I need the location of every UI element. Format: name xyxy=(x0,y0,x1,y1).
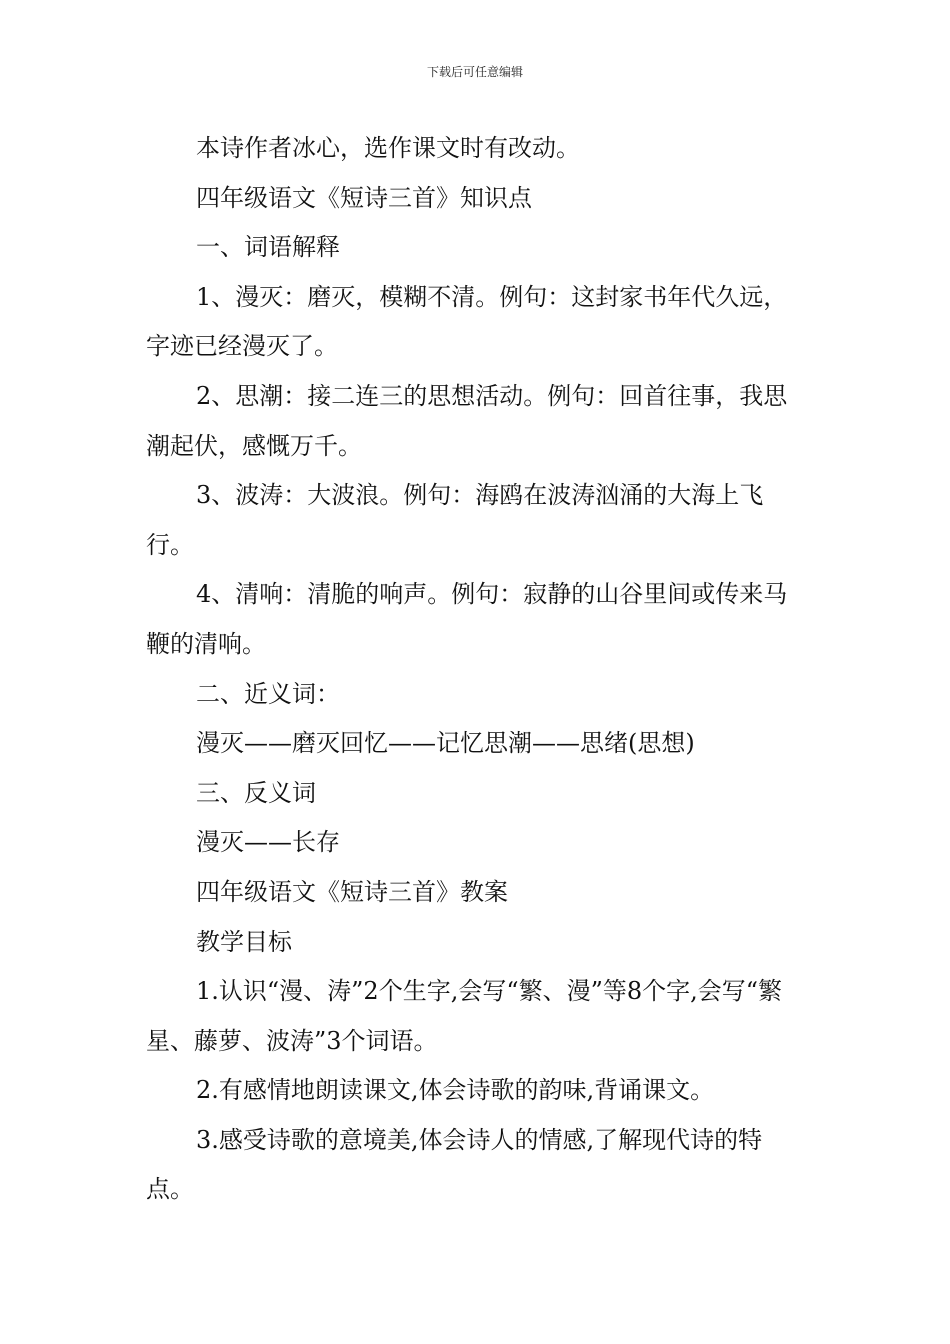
paragraph-author-note: 本诗作者冰心，选作课文时有改动。 xyxy=(196,134,580,162)
page-header-note: 下载后可任意编辑 xyxy=(426,65,523,79)
paragraph-antonyms: 漫灭——长存 xyxy=(196,828,340,857)
paragraph-goal-3: 3.感受诗歌的意境美,体会诗人的情感,了解现代诗的特点。 xyxy=(146,1125,763,1204)
paragraph-word-2: 2、思潮：接二连三的思想活动。例句：回首往事，我思潮起伏，感慨万千。 xyxy=(146,381,788,460)
heading-knowledge-points: 四年级语文《短诗三首》知识点 xyxy=(196,183,532,212)
paragraph-synonyms: 漫灭——磨灭回忆——记忆思潮——思绪(思想) xyxy=(196,729,695,758)
paragraph-word-4: 4、清响：清脆的响声。例句：寂静的山谷里间或传来马鞭的清响。 xyxy=(146,580,788,658)
section-word-explanation: 一、词语解释 xyxy=(196,233,340,262)
section-teaching-goals: 教学目标 xyxy=(196,927,292,956)
paragraph-goal-2: 2.有感情地朗读课文,体会诗歌的韵味,背诵课文。 xyxy=(196,1076,715,1105)
paragraph-word-3: 3、波涛：大波浪。例句：海鸥在波涛汹涌的大海上飞行。 xyxy=(146,481,764,559)
document-body xyxy=(146,124,810,1215)
heading-lesson-plan: 四年级语文《短诗三首》教案 xyxy=(196,877,508,906)
section-synonyms: 二、近义词： xyxy=(196,679,340,708)
paragraph-word-1: 1、漫灭：磨灭，模糊不清。例句：这封家书年代久远，字迹已经漫灭了。 xyxy=(146,282,788,361)
paragraph-goal-1: 1.认识“漫、涛”2个生字,会写“繁、漫”等8个字,会写“繁星、藤萝、波涛”3个词语。 xyxy=(146,977,783,1055)
section-antonyms: 三、反义词 xyxy=(196,778,316,807)
